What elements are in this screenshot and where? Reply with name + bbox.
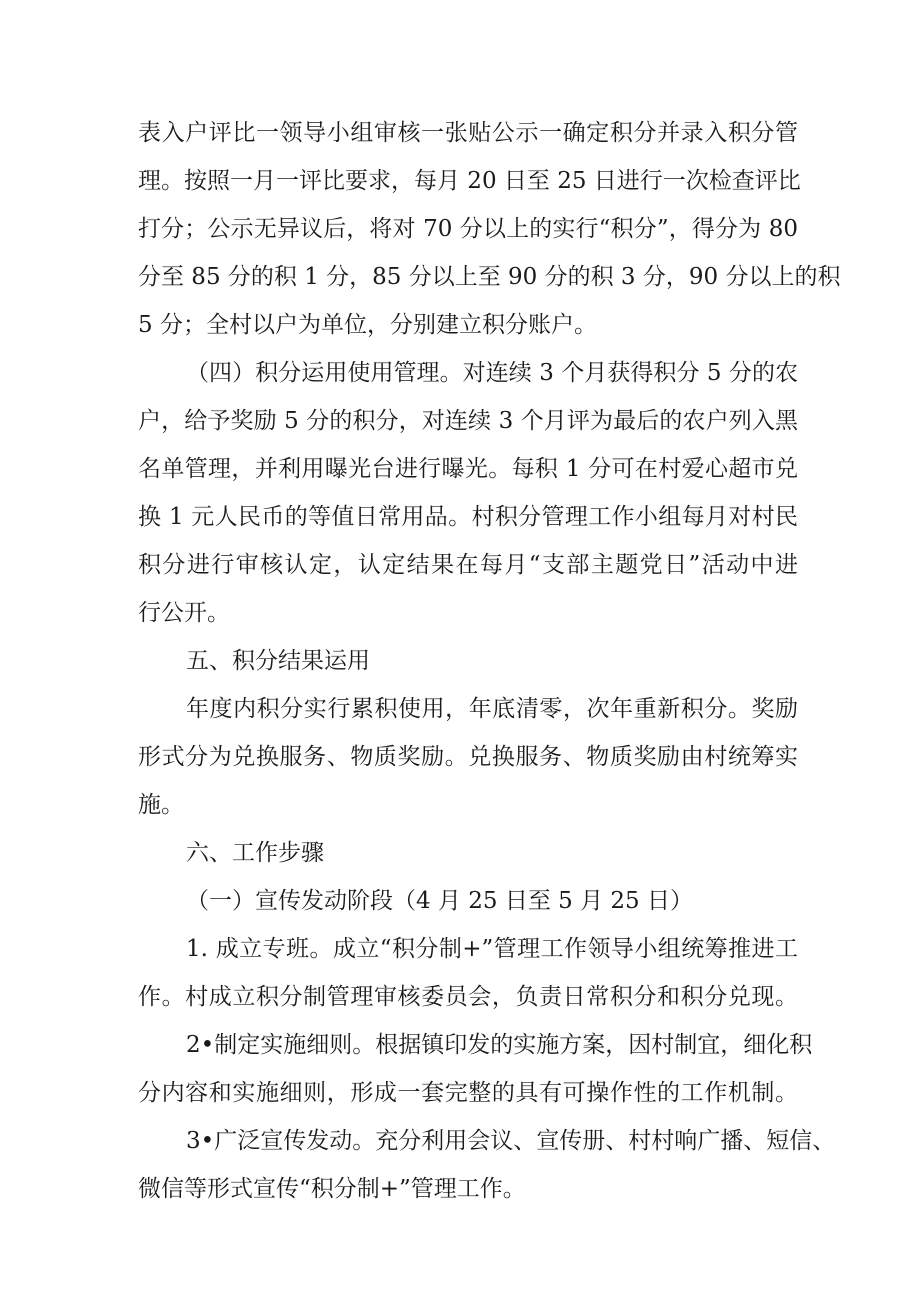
paragraph-line: 换 1 元人民币的等值日常用品。村积分管理工作小组每月对村民 [138,504,798,530]
paragraph-line: 形式分为兑换服务、物质奖励。兑换服务、物质奖励由村统筹实 [138,744,798,770]
paragraph-line: 表入户评比一领导小组审核一张贴公示一确定积分并录入积分管 [138,120,798,146]
paragraph-line: 分内容和实施细则，形成一套完整的具有可操作性的工作机制。 [138,1080,798,1106]
section-heading: 五、积分结果运用 [186,648,370,674]
paragraph-line: 5 分；全村以户为单位，分别建立积分账户。 [138,312,597,338]
paragraph-line: 积分进行审核认定，认定结果在每月“支部主题党日”活动中进 [138,552,798,578]
section-heading: 六、工作步骤 [186,840,324,866]
paragraph-line: 行公开。 [138,600,230,626]
paragraph-line: 作。村成立积分制管理审核委员会，负责日常积分和积分兑现。 [138,984,798,1010]
paragraph-line: 理。按照一月一评比要求，每月 20 日至 25 日进行一次检查评比 [138,168,801,194]
paragraph-line: 微信等形式宣传“积分制+”管理工作。 [138,1176,526,1202]
paragraph-line: 3•广泛宣传发动。充分利用会议、宣传册、村村响广播、短信、 [186,1128,836,1154]
paragraph-line: （四）积分运用使用管理。对连续 3 个月获得积分 5 分的农 [186,360,798,386]
paragraph-line: 施。 [138,792,184,818]
paragraph-line: 1. 成立专班。成立“积分制+”管理工作领导小组统筹推进工 [186,936,798,962]
subsection-heading: （一）宣传发动阶段（4 月 25 日至 5 月 25 日） [186,888,693,914]
paragraph-line: 户，给予奖励 5 分的积分，对连续 3 个月评为最后的农户列入黑 [138,408,798,434]
paragraph-line: 分至 85 分的积 1 分，85 分以上至 90 分的积 3 分，90 分以上的积 [138,264,841,290]
paragraph-line: 名单管理，并利用曝光台进行曝光。每积 1 分可在村爱心超市兑 [138,456,798,482]
paragraph-line: 打分；公示无异议后，将对 70 分以上的实行“积分”，得分为 80 [138,216,798,242]
paragraph-line: 2•制定实施细则。根据镇印发的实施方案，因村制宜，细化积 [186,1032,813,1058]
paragraph-line: 年度内积分实行累积使用，年底清零，次年重新积分。奖励 [186,696,798,722]
